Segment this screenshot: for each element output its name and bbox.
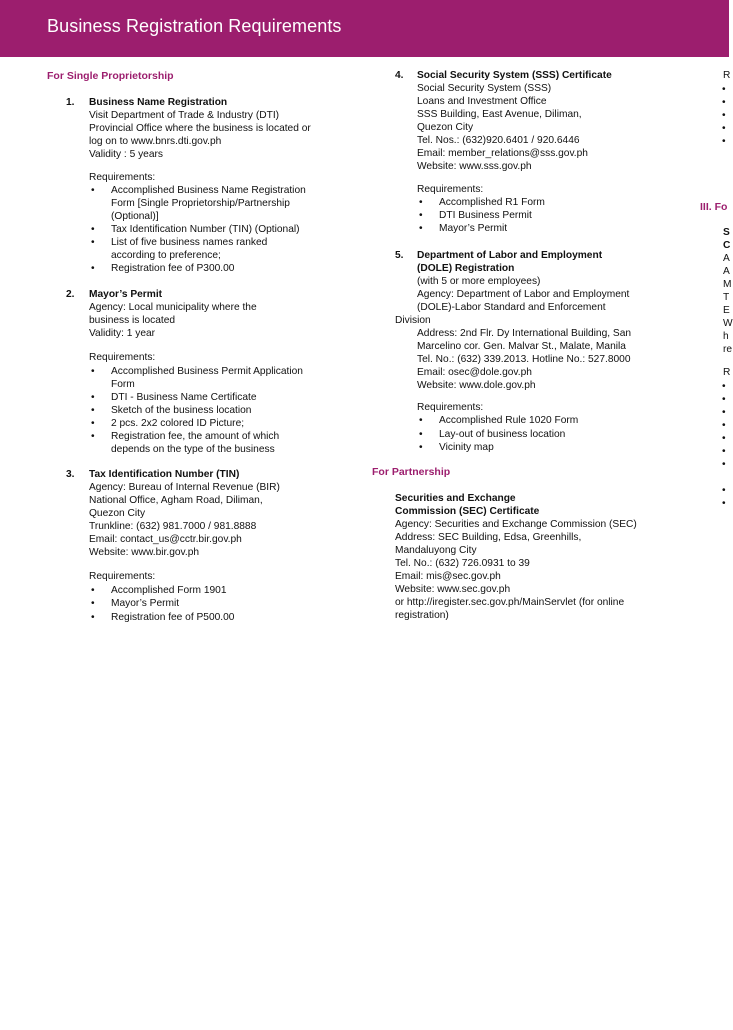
requirements-label: Requirements: bbox=[417, 402, 484, 413]
bullet-icon: • bbox=[722, 110, 726, 121]
text-line: Visit Department of Trade & Industry (DTI) bbox=[89, 110, 280, 121]
page-title: Business Registration Requirements bbox=[47, 16, 342, 36]
text-line: Agency: Department of Labor and Employment bbox=[417, 289, 630, 300]
clipped-text: C bbox=[723, 240, 731, 251]
list-item: • Tax Identification Number (TIN) (Optional) bbox=[111, 224, 300, 237]
bullet-icon: • bbox=[722, 446, 726, 457]
text-line: registration) bbox=[395, 610, 449, 621]
text-line: Marcelino cor. Gen. Malvar St., Malate, Manila bbox=[417, 341, 626, 352]
text-line: Address: SEC Building, Edsa, Greenhills, bbox=[395, 532, 582, 543]
text-line: (DOLE)-Labor Standard and Enforcement bbox=[417, 302, 606, 313]
bullet-icon: • bbox=[722, 433, 726, 444]
bullet-icon: • bbox=[722, 498, 726, 509]
text-line: log on to www.bnrs.dti.gov.ph bbox=[89, 136, 222, 147]
bullet-icon: • bbox=[722, 420, 726, 431]
text-line: (with 5 or more employees) bbox=[417, 276, 541, 287]
text-line: Division bbox=[395, 315, 431, 326]
list-item: • Accomplished R1 Form bbox=[439, 197, 545, 210]
text-line: Quezon City bbox=[417, 122, 474, 133]
clipped-text: re bbox=[723, 344, 733, 355]
text-line: business is located bbox=[89, 315, 176, 326]
section-heading-sole-proprietorship: For Single Proprietorship bbox=[47, 70, 174, 82]
requirements-label: Requirements: bbox=[417, 184, 484, 195]
list-item: • DTI Business Permit bbox=[439, 210, 532, 223]
list-item: • List of five business names ranked bbox=[111, 237, 267, 250]
bullet-icon: • bbox=[722, 123, 726, 134]
bullet-icon: • bbox=[722, 407, 726, 418]
clipped-text: R bbox=[723, 367, 731, 378]
text-line: Tel. Nos.: (632)920.6401 / 920.6446 bbox=[417, 135, 580, 146]
clipped-text: M bbox=[723, 279, 732, 290]
list-item-continued: according to preference; bbox=[111, 250, 221, 261]
requirements-label: Requirements: bbox=[89, 172, 156, 183]
clipped-text: A bbox=[723, 266, 730, 277]
text-line: Agency: Local municipality where the bbox=[89, 302, 257, 313]
text-line: Website: www.sss.gov.ph bbox=[417, 161, 532, 172]
list-item: • Sketch of the business location bbox=[111, 405, 251, 418]
list-item: • Registration fee, the amount of which bbox=[111, 431, 279, 444]
list-item-continued: (Optional)] bbox=[111, 211, 159, 222]
text-line: Trunkline: (632) 981.7000 / 981.8888 bbox=[89, 521, 257, 532]
item-title-business-name: Business Name Registration bbox=[89, 97, 228, 108]
item-number: 1. bbox=[66, 97, 75, 108]
text-line: Agency: Bureau of Internal Revenue (BIR) bbox=[89, 482, 280, 493]
item-number: 3. bbox=[66, 469, 75, 480]
list-item: • Accomplished Business Permit Application bbox=[111, 366, 303, 379]
clipped-text: h bbox=[723, 331, 729, 342]
item-title-dole-cont: (DOLE) Registration bbox=[417, 263, 515, 274]
bullet-icon: • bbox=[722, 381, 726, 392]
text-line: Tel. No.: (632) 339.2013. Hotline No.: 527.8000 bbox=[417, 354, 631, 365]
list-item: • Mayor’s Permit bbox=[439, 223, 507, 236]
text-line: Quezon City bbox=[89, 508, 146, 519]
clipped-text: S bbox=[723, 227, 730, 238]
requirements-label: Requirements: bbox=[89, 571, 156, 582]
text-line: Address: 2nd Flr. Dy International Building, San bbox=[417, 328, 632, 339]
clipped-text: W bbox=[723, 318, 733, 329]
list-item-continued: depends on the type of the business bbox=[111, 444, 275, 455]
list-item: • 2 pcs. 2x2 colored ID Picture; bbox=[111, 418, 244, 431]
item-title-dole: Department of Labor and Employment bbox=[417, 250, 603, 261]
clipped-text: T bbox=[723, 292, 730, 303]
bullet-icon: • bbox=[722, 485, 726, 496]
text-line: Social Security System (SSS) bbox=[417, 83, 552, 94]
text-line: Loans and Investment Office bbox=[417, 96, 547, 107]
section-heading-partnership: For Partnership bbox=[372, 466, 451, 478]
list-item-continued: Form bbox=[111, 379, 135, 390]
requirements-label: Requirements: bbox=[89, 352, 156, 363]
text-line: Website: www.sec.gov.ph bbox=[395, 584, 511, 595]
clipped-text: A bbox=[723, 253, 730, 264]
list-item-continued: Form [Single Proprietorship/Partnership bbox=[111, 198, 290, 209]
list-item: • Accomplished Form 1901 bbox=[111, 585, 227, 598]
text-line: Email: mis@sec.gov.ph bbox=[395, 571, 501, 582]
text-line: or http://iregister.sec.gov.ph/MainServlet (for online bbox=[395, 597, 625, 608]
list-item: • Mayor’s Permit bbox=[111, 598, 179, 611]
bullet-icon: • bbox=[722, 97, 726, 108]
text-line: Email: contact_us@cctr.bir.gov.ph bbox=[89, 534, 242, 545]
text-line: Validity: 1 year bbox=[89, 328, 156, 339]
text-line: Validity : 5 years bbox=[89, 149, 163, 160]
item-title-sec-cont: Commission (SEC) Certificate bbox=[395, 506, 540, 517]
text-line: Provincial Office where the business is located or bbox=[89, 123, 311, 134]
clipped-text: R bbox=[723, 70, 731, 81]
text-line: Email: osec@dole.gov.ph bbox=[417, 367, 532, 378]
text-line: Agency: Securities and Exchange Commission (SEC) bbox=[395, 519, 637, 530]
list-item: • DTI - Business Name Certificate bbox=[111, 392, 257, 405]
text-line: Website: www.bir.gov.ph bbox=[89, 547, 200, 558]
list-item: • Accomplished Rule 1020 Form bbox=[439, 415, 578, 428]
text-line: Mandaluyong City bbox=[395, 545, 477, 556]
list-item: • Registration fee of P300.00 bbox=[111, 263, 234, 276]
item-title-sec: Securities and Exchange bbox=[395, 493, 516, 504]
bullet-icon: • bbox=[722, 394, 726, 405]
item-number: 5. bbox=[395, 250, 404, 261]
list-item: • Vicinity map bbox=[439, 442, 494, 455]
bullet-icon: • bbox=[722, 459, 726, 470]
text-line: Tel. No.: (632) 726.0931 to 39 bbox=[395, 558, 530, 569]
item-title-tin: Tax Identification Number (TIN) bbox=[89, 469, 240, 480]
list-item: • Lay-out of business location bbox=[439, 429, 565, 442]
text-line: National Office, Agham Road, Diliman, bbox=[89, 495, 263, 506]
clipped-text: E bbox=[723, 305, 730, 316]
text-line: SSS Building, East Avenue, Diliman, bbox=[417, 109, 582, 120]
list-item: • Registration fee of P500.00 bbox=[111, 612, 234, 625]
text-line: Website: www.dole.gov.ph bbox=[417, 380, 536, 391]
item-number: 2. bbox=[66, 289, 75, 300]
text-line: Email: member_relations@sss.gov.ph bbox=[417, 148, 588, 159]
item-title-mayors-permit: Mayor’s Permit bbox=[89, 289, 163, 300]
section-heading-clipped: III. Fo bbox=[700, 201, 728, 213]
bullet-icon: • bbox=[722, 84, 726, 95]
item-number: 4. bbox=[395, 70, 404, 81]
list-item: • Accomplished Business Name Registration bbox=[111, 185, 306, 198]
item-title-sss: Social Security System (SSS) Certificate bbox=[417, 70, 612, 81]
bullet-icon: • bbox=[722, 136, 726, 147]
